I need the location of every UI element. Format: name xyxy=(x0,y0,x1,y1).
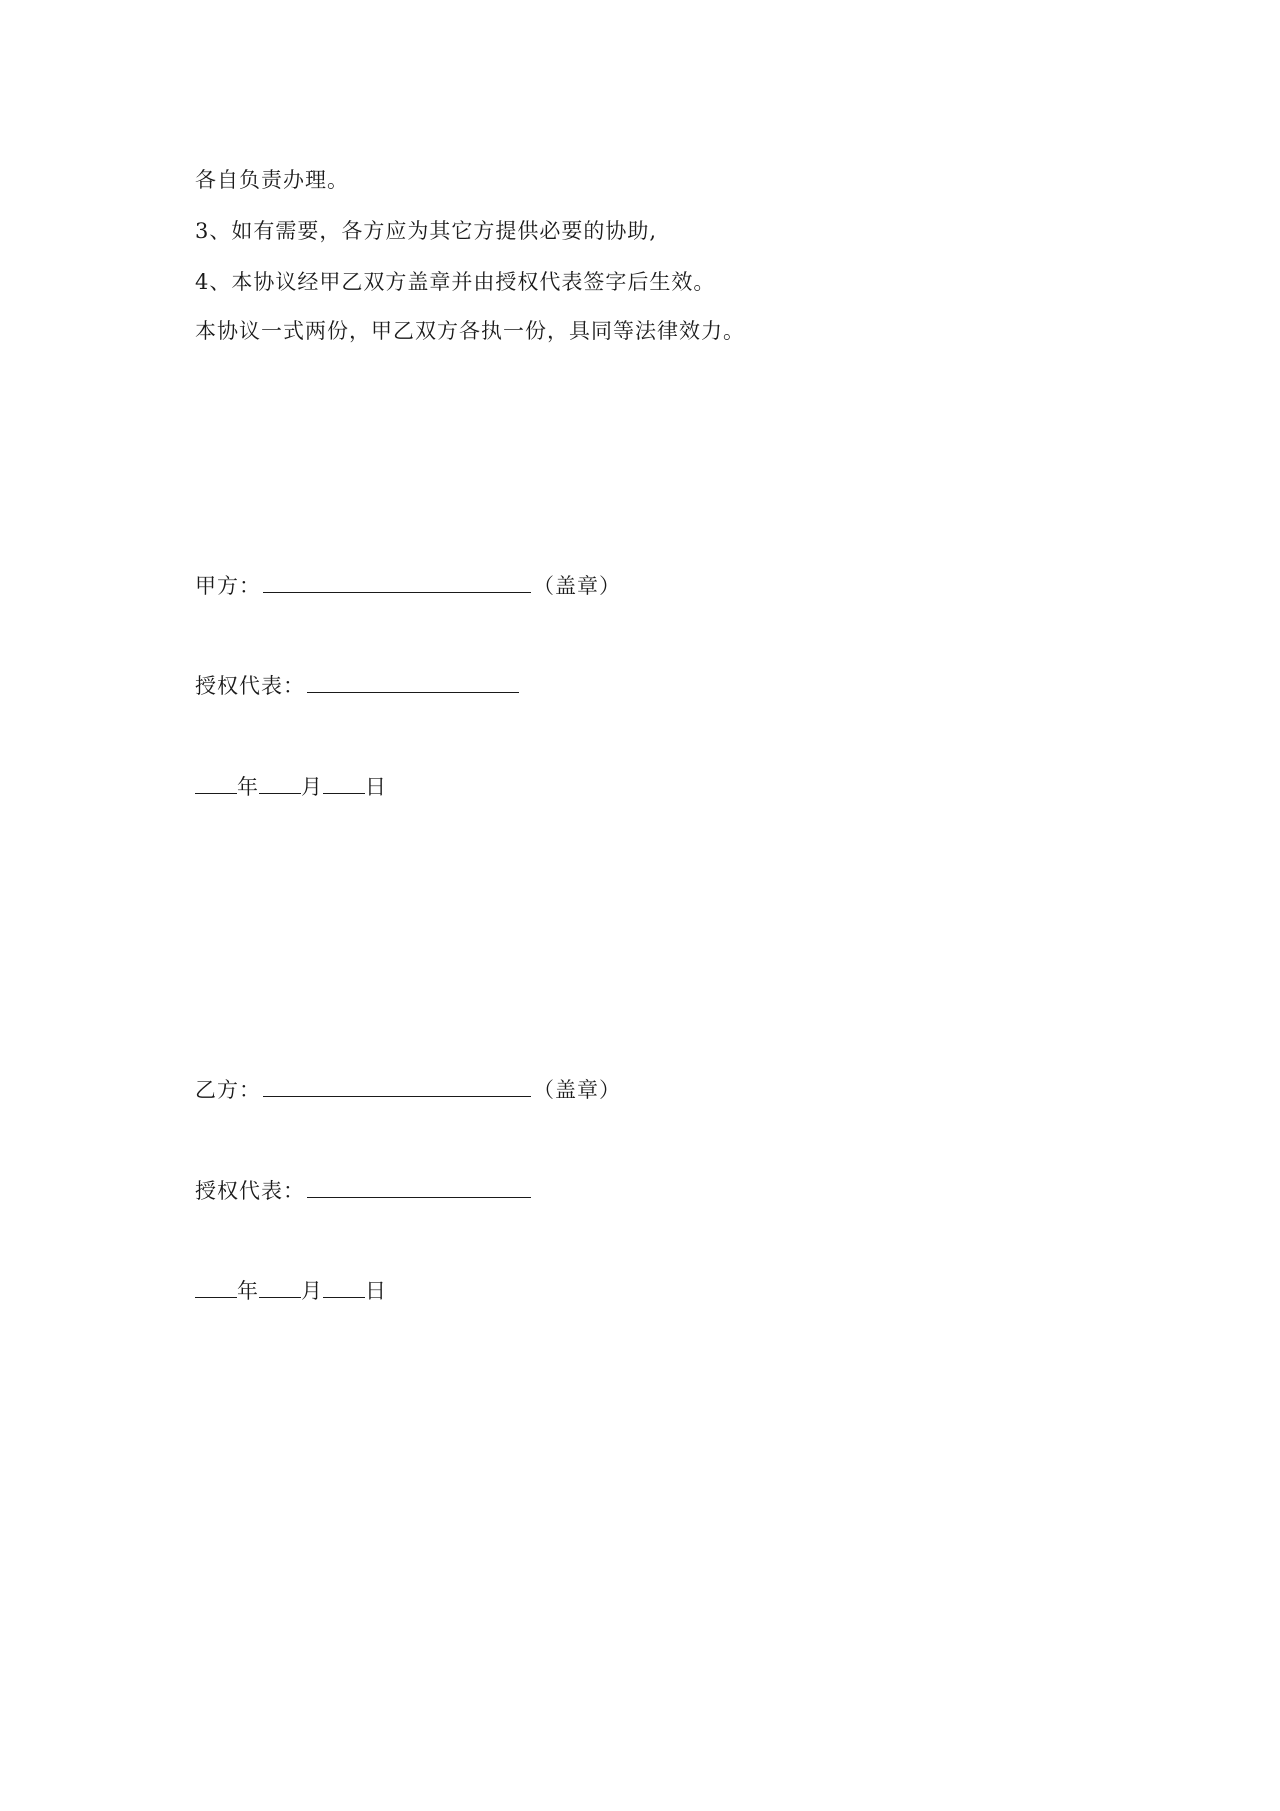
party-a-name-blank[interactable] xyxy=(263,568,531,593)
party-a-rep-line xyxy=(195,668,521,701)
party-a-day-label: 日 xyxy=(365,775,387,799)
party-b-day-label: 日 xyxy=(365,1279,387,1303)
party-b-rep-line xyxy=(195,1173,533,1206)
party-a-seal-note: （盖章） xyxy=(533,574,621,598)
copies-statement: 本协议一式两份，甲乙双方各执一份，具同等法律效力。 xyxy=(195,319,745,343)
party-a-date-line xyxy=(195,769,387,802)
clause-4: 4、本协议经甲乙双方盖章并由授权代表签字后生效。 xyxy=(195,270,716,294)
party-a-rep-label: 授权代表： xyxy=(195,674,305,698)
party-b-name-blank[interactable] xyxy=(263,1072,531,1097)
clause-3: 3、如有需要，各方应为其它方提供必要的协助, xyxy=(195,219,658,243)
party-b-year-label: 年 xyxy=(237,1279,259,1303)
party-a-year-blank[interactable] xyxy=(195,769,237,794)
party-b-seal-note: （盖章） xyxy=(533,1078,621,1102)
party-a-signature-line xyxy=(195,568,621,601)
party-b-date-line xyxy=(195,1273,387,1306)
party-b-day-blank[interactable] xyxy=(323,1273,365,1298)
party-b-signature-line xyxy=(195,1072,621,1105)
party-a-label: 甲方： xyxy=(195,574,261,598)
party-b-rep-label: 授权代表： xyxy=(195,1179,305,1203)
party-b-year-blank[interactable] xyxy=(195,1273,237,1298)
party-a-month-label: 月 xyxy=(301,775,323,799)
party-b-rep-blank[interactable] xyxy=(307,1173,531,1198)
party-b-month-label: 月 xyxy=(301,1279,323,1303)
party-a-rep-blank[interactable] xyxy=(307,668,519,693)
party-a-month-blank[interactable] xyxy=(259,769,301,794)
party-a-day-blank[interactable] xyxy=(323,769,365,794)
party-b-label: 乙方： xyxy=(195,1078,261,1102)
clause-continuation: 各自负责办理。 xyxy=(195,168,349,192)
party-a-year-label: 年 xyxy=(237,775,259,799)
party-b-month-blank[interactable] xyxy=(259,1273,301,1298)
